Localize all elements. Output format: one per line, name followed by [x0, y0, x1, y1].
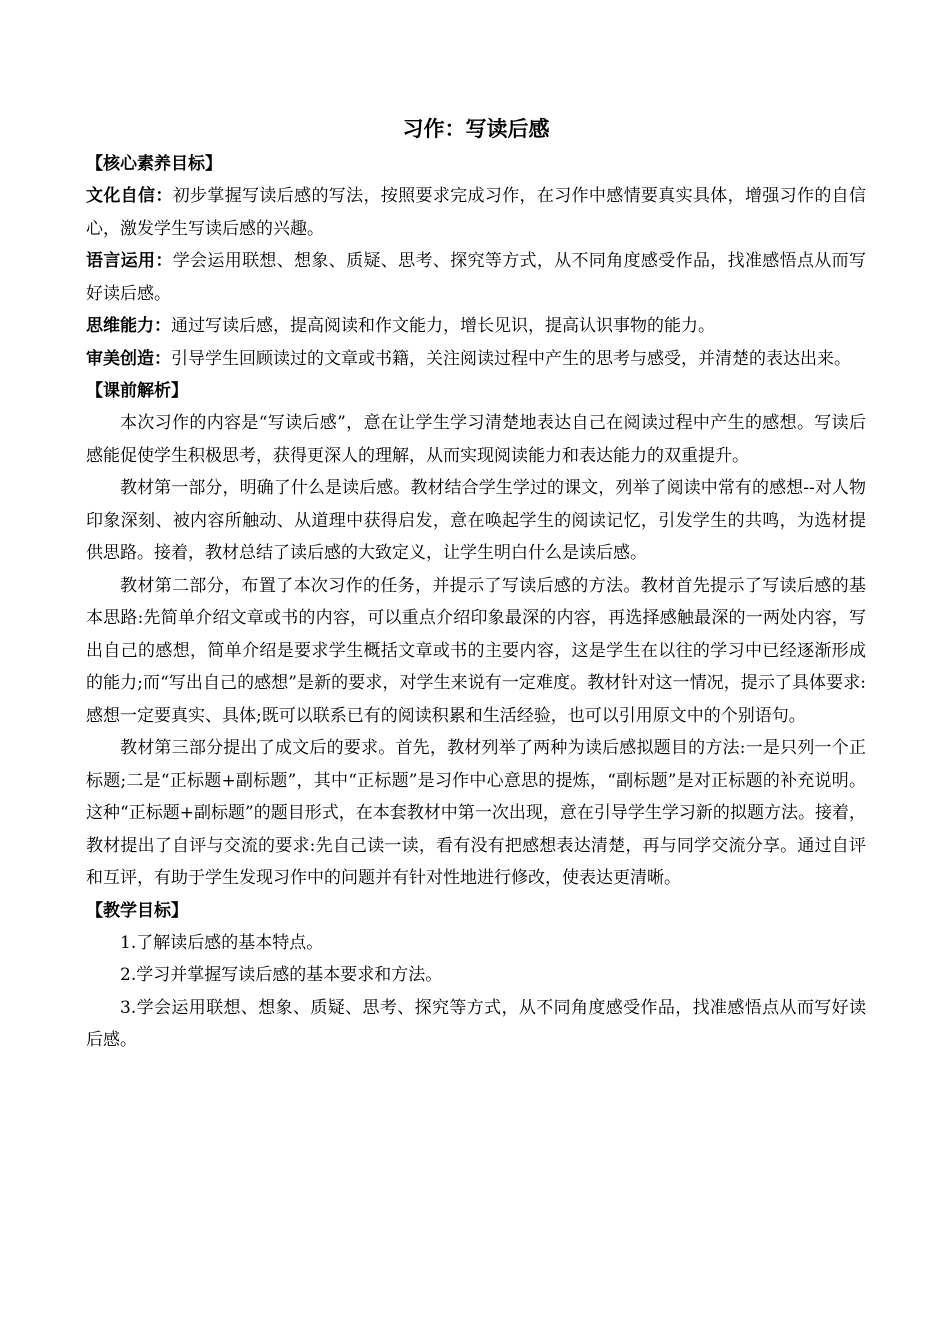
core-goal-label: 文化自信： — [86, 186, 173, 206]
teaching-goal-item: 1.了解读后感的基本特点。 — [120, 932, 324, 953]
core-goal-label: 思维能力： — [86, 316, 171, 336]
analysis-heading: 【课前解析】 — [86, 381, 188, 401]
teaching-goal-item: 2.学习并掌握写读后感的基本要求和方法。 — [120, 965, 443, 985]
core-goal-item — [86, 343, 866, 376]
analysis-paragraph: 教材第二部分，布置了本次习作的任务，并提示了写读后感的方法。教材首先提示了写读后感的基本思路:先简单介绍文章或书的内容，可以重点介绍印象最深的内容，再选择感触最深的一两处内容，写出自己的感想，简单介绍是要求学生概括文章或书的主要内容，这是学生在以往的学习中已经逐渐形成的能力;而“写出自己的感想”是新的要求，对学生来说有一定难度。教材针对这一情况，提示了具体要求:感想一定要真实、具体;既可以联系已有的阅读积累和生活经验，也可以引用原文中的个别语句。 — [86, 575, 866, 726]
core-goal-label: 审美创造： — [86, 348, 171, 369]
core-goal-text: 引导学生回顾读过的文章或书籍，关注阅读过程中产生的思考与感受，并清楚的表达出来。 — [171, 348, 851, 369]
core-goal-text: 初步掌握写读后感的写法，按照要求完成习作，在习作中感情要真实具体，增强习作的自信心，激发学生写读后感的兴趣。 — [86, 186, 867, 239]
analysis-paragraph: 教材第三部分提出了成文后的要求。首先，教材列举了两种为读后感拟题目的方法:一是只列一个正标题;二是“正标题+副标题”，其中“正标题”是习作中心意思的提炼，“副标题”是对正标题的补充说明。这种“正标题+副标题”的题目形式，在本套教材中第一次出现，意在引导学生学习新的拟题方法。接着，教材提出了自评与交流的要求:先自己读一读，看有没有把感想表达清楚，再与同学交流分享。通过自评和互评，有助于学生发现习作中的问题并有针对性地进行修改，使表达更清晰。 — [86, 738, 866, 888]
core-goal-item — [86, 310, 866, 343]
core-goal-label: 语言运用： — [86, 251, 173, 271]
document-page — [86, 112, 866, 1057]
document-title: 习作：写读后感 — [402, 117, 550, 141]
core-goal-text: 学会运用联想、想象、质疑、思考、探究等方式，从不同角度感受作品，找准感悟点从而写好读后感。 — [86, 251, 867, 304]
core-goal-item — [86, 245, 866, 310]
teaching-goals-heading: 【教学目标】 — [86, 900, 188, 921]
analysis-paragraph: 本次习作的内容是“写读后感”，意在让学生学习清楚地表达自己在阅读过程中产生的感想。写读后感能促使学生积极思考，获得更深人的理解，从而实现阅读能力和表达能力的双重提升。 — [86, 413, 866, 466]
analysis-paragraph: 教材第一部分，明确了什么是读后感。教材结合学生学过的课文，列举了阅读中常有的感想--对人物印象深刻、被内容所触动、从道理中获得启发，意在唤起学生的阅读记忆，引发学生的共鸣，为选材提供思路。接着，教材总结了读后感的大致定义，让学生明白什么是读后感。 — [86, 478, 866, 563]
core-goal-text: 通过写读后感，提高阅读和作文能力，增长见识，提高认识事物的能力。 — [171, 316, 715, 336]
core-goal-item — [86, 180, 866, 245]
core-goals-heading: 【核心素养目标】 — [86, 154, 222, 174]
teaching-goal-item: 3.学会运用联想、想象、质疑、思考、探究等方式，从不同角度感受作品，找准感悟点从而写好读后感。 — [86, 997, 866, 1050]
